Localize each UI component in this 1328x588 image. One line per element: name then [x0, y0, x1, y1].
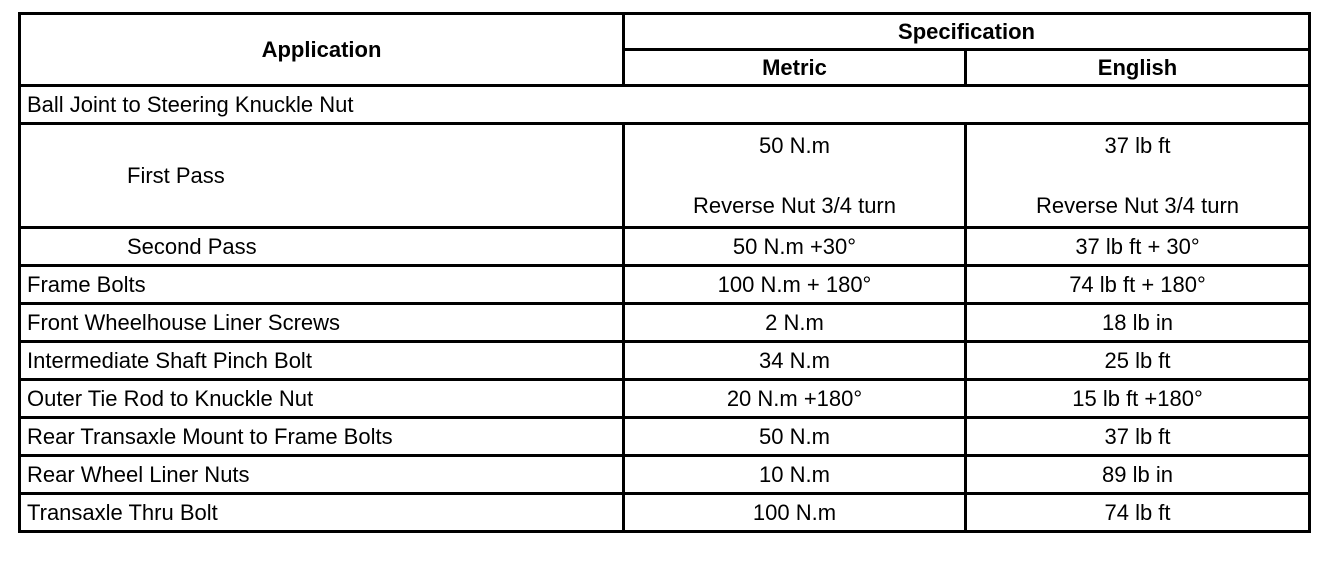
metric-line: 50 N.m	[759, 132, 830, 158]
table-row	[20, 342, 1310, 380]
metric-cell: 10 N.m	[624, 456, 966, 494]
english-cell: 15 lb ft +180°	[966, 380, 1310, 418]
english-cell	[966, 124, 1310, 228]
torque-spec-table	[18, 12, 1311, 533]
application-cell: Transaxle Thru Bolt	[20, 494, 624, 532]
header-english: English	[966, 50, 1310, 86]
table-row	[20, 266, 1310, 304]
table-row	[20, 228, 1310, 266]
english-line: Reverse Nut 3/4 turn	[1036, 192, 1239, 218]
english-cell: 37 lb ft	[966, 418, 1310, 456]
table-row	[20, 456, 1310, 494]
table-row	[20, 86, 1310, 124]
metric-cell: 100 N.m	[624, 494, 966, 532]
table-row	[20, 418, 1310, 456]
table-row	[20, 494, 1310, 532]
application-cell: Rear Wheel Liner Nuts	[20, 456, 624, 494]
english-cell: 89 lb in	[966, 456, 1310, 494]
english-line: 37 lb ft	[1104, 132, 1171, 158]
table-row	[20, 124, 1310, 228]
metric-cell: 34 N.m	[624, 342, 966, 380]
application-cell: Outer Tie Rod to Knuckle Nut	[20, 380, 624, 418]
metric-line: Reverse Nut 3/4 turn	[693, 192, 896, 218]
metric-cell: 20 N.m +180°	[624, 380, 966, 418]
table-row	[20, 304, 1310, 342]
english-cell: 74 lb ft	[966, 494, 1310, 532]
english-cell: 25 lb ft	[966, 342, 1310, 380]
metric-cell: 100 N.m + 180°	[624, 266, 966, 304]
application-cell: Frame Bolts	[20, 266, 624, 304]
application-cell: Rear Transaxle Mount to Frame Bolts	[20, 418, 624, 456]
header-application: Application	[20, 14, 624, 86]
application-cell: Front Wheelhouse Liner Screws	[20, 304, 624, 342]
english-cell: 18 lb in	[966, 304, 1310, 342]
table-row	[20, 380, 1310, 418]
application-cell: First Pass	[20, 124, 624, 228]
metric-cell: 50 N.m	[624, 418, 966, 456]
english-cell: 74 lb ft + 180°	[966, 266, 1310, 304]
metric-cell	[624, 124, 966, 228]
application-cell: Second Pass	[20, 228, 624, 266]
english-cell: 37 lb ft + 30°	[966, 228, 1310, 266]
metric-cell: 50 N.m +30°	[624, 228, 966, 266]
header-specification: Specification	[624, 14, 1310, 50]
header-row	[20, 14, 1310, 50]
metric-cell: 2 N.m	[624, 304, 966, 342]
section-cell: Ball Joint to Steering Knuckle Nut	[20, 86, 1310, 124]
application-cell: Intermediate Shaft Pinch Bolt	[20, 342, 624, 380]
header-metric: Metric	[624, 50, 966, 86]
